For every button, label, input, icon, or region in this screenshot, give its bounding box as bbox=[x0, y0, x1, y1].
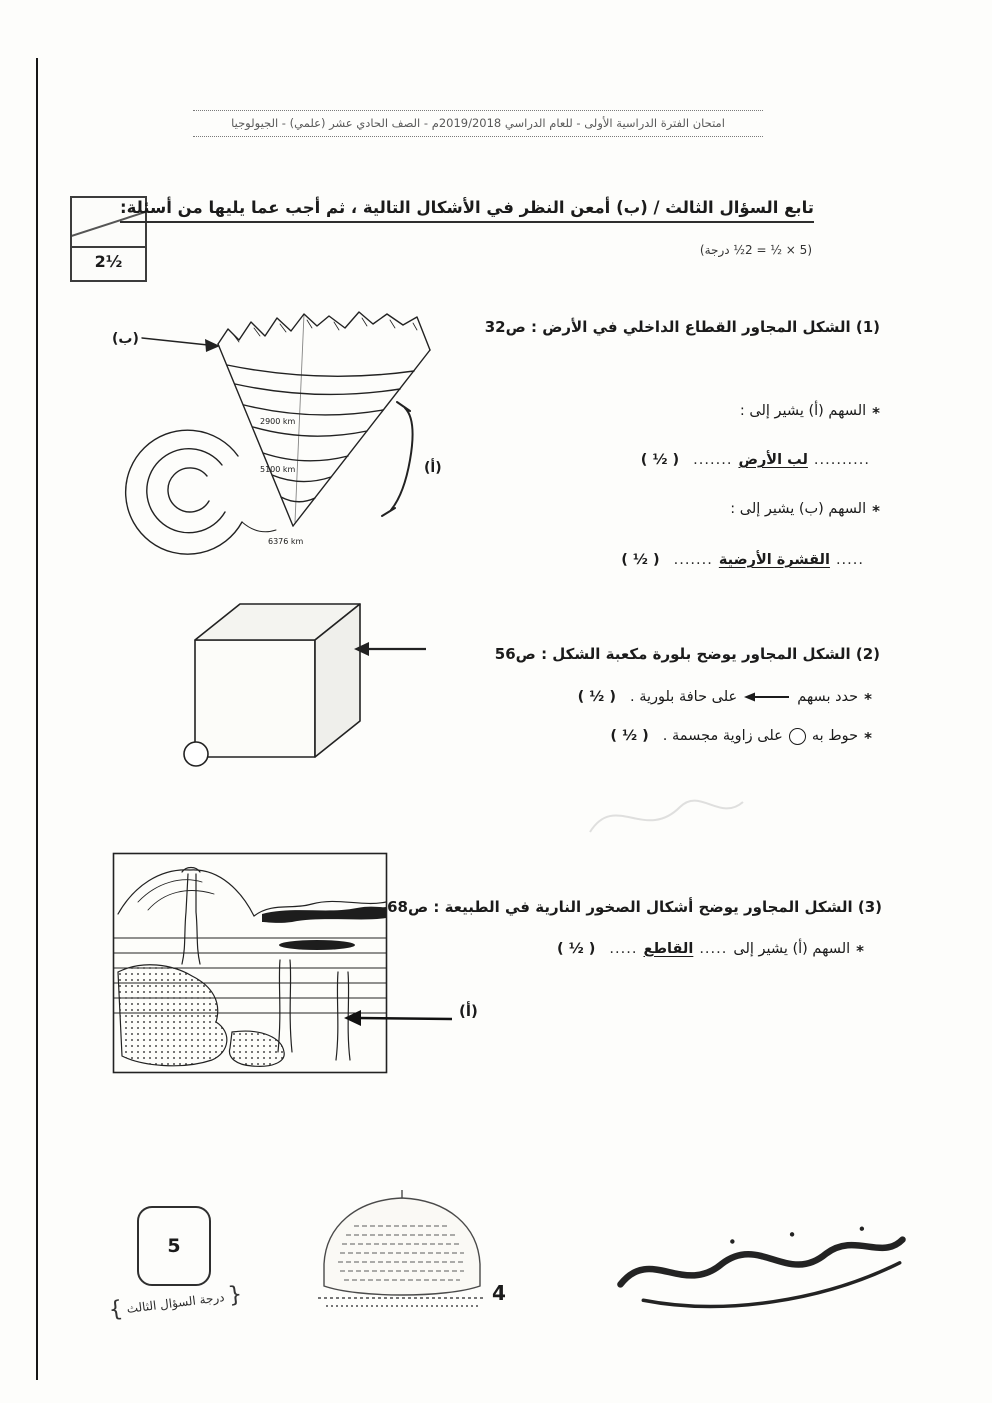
cube-crystal-diagram bbox=[178, 592, 434, 774]
q1-bullet2-text: السهم (ب) يشير إلى : bbox=[730, 501, 867, 517]
leader-dots: ..... bbox=[699, 941, 728, 957]
bullet-marker: * bbox=[872, 502, 880, 520]
corner-circle bbox=[184, 742, 208, 766]
earth-interior-diagram bbox=[108, 298, 460, 588]
final-score-box bbox=[137, 1206, 211, 1286]
q3-mark-1: ( ½ ) bbox=[557, 941, 596, 957]
q3-answer-1: القاطع bbox=[643, 941, 694, 957]
arrow-b-line bbox=[142, 338, 208, 345]
label-a: (أ) bbox=[424, 460, 442, 476]
q1-answer-line-1 bbox=[641, 452, 870, 468]
cube-front-face bbox=[195, 640, 315, 757]
q1-answer-line-2 bbox=[621, 552, 864, 568]
q1-bullet1-text: السهم (أ) يشير إلى : bbox=[739, 403, 867, 419]
sill bbox=[279, 940, 355, 950]
marks-note: (5 × ½ = 2½ درجة) bbox=[699, 243, 812, 257]
score-box-value: 2½ bbox=[94, 252, 123, 271]
brace-icon: } bbox=[107, 1296, 125, 1324]
bullet-marker: * bbox=[864, 729, 872, 747]
q3-heading: (3) الشكل المجاور يوضح أشكال الصخور النارية في الطبيعة : ص68 bbox=[387, 898, 882, 916]
pencil-scribble bbox=[585, 772, 750, 864]
brace-icon: { bbox=[226, 1281, 244, 1309]
q3-bullet-1 bbox=[557, 940, 864, 958]
q3-bullet1-pre: السهم (أ) يشير إلى bbox=[733, 941, 851, 957]
q2-mark-2: ( ½ ) bbox=[610, 728, 649, 744]
depth-label-5100: 5100 km bbox=[260, 465, 296, 474]
q1-mark-1: ( ½ ) bbox=[640, 452, 680, 468]
bracket-a bbox=[391, 408, 413, 510]
final-score-value: 5 bbox=[167, 1235, 181, 1257]
bullet-marker: * bbox=[872, 404, 880, 422]
leader-dots: ..... bbox=[609, 941, 638, 957]
surface-mountains bbox=[218, 312, 430, 350]
q1-bullet-1 bbox=[740, 402, 880, 420]
q2-mark-1: ( ½ ) bbox=[577, 689, 616, 705]
q2-bullet1-post: على حافة بلورية . bbox=[629, 689, 738, 705]
sample-circle-icon bbox=[789, 728, 806, 745]
arrow-b-head bbox=[205, 339, 220, 352]
sample-arrow-icon bbox=[743, 689, 791, 705]
depth-label-6376: 6376 km bbox=[268, 537, 304, 546]
igneous-rocks-diagram bbox=[112, 852, 388, 1074]
q3-arrow-label: (أ) bbox=[459, 1002, 478, 1020]
q1-answer-1: لب الأرض bbox=[738, 452, 808, 468]
scan-edge-line bbox=[36, 58, 38, 1380]
exam-header: امتحان الفترة الدراسية الأولى - للعام الدراسي 2019/2018م - الصف الحادي عشر (علمي) - الجيولوجيا bbox=[193, 110, 763, 137]
q1-heading: (1) الشكل المجاور القطاع الداخلي في الأرض : ص32 bbox=[484, 318, 880, 336]
section-title: تابع السؤال الثالث / (ب) أمعن النظر في الأشكال التالية ، ثم أجب عما يليها من أسئلة: bbox=[120, 198, 814, 223]
question-score-label bbox=[87, 1279, 264, 1325]
leader-dots: ..... bbox=[835, 552, 864, 568]
q2-bullet-2 bbox=[610, 727, 872, 745]
q1-mark-2: ( ½ ) bbox=[621, 552, 660, 568]
q2-bullet-1 bbox=[578, 688, 872, 706]
school-stamp bbox=[296, 1186, 508, 1314]
depth-label-2900: 2900 km bbox=[260, 417, 296, 426]
leader-dots: .......... bbox=[813, 452, 870, 468]
q1-bullet-2 bbox=[730, 500, 880, 518]
q2-bullet1-pre: حدد بسهم bbox=[797, 689, 859, 705]
page-number: 4 bbox=[492, 1281, 506, 1305]
q2-bullet2-post: على زاوية مجسمة . bbox=[662, 728, 783, 744]
wedge-left-edge bbox=[218, 344, 293, 526]
q1-answer-2: القشرة الأرضية bbox=[718, 552, 830, 568]
signature-calligraphy bbox=[610, 1214, 915, 1330]
bullet-marker: * bbox=[856, 942, 864, 960]
label-b: (ب) bbox=[112, 331, 139, 347]
leader-dots: ....... bbox=[693, 452, 733, 468]
q2-bullet2-pre: حوط به bbox=[811, 728, 859, 744]
bullet-marker: * bbox=[864, 690, 872, 708]
score-label-text: درجة السؤال الثالث bbox=[125, 1289, 226, 1316]
leader-dots: ....... bbox=[673, 552, 713, 568]
q2-heading: (2) الشكل المجاور يوضح بلورة مكعبة الشكل : ص56 bbox=[494, 645, 880, 663]
q3-arrow bbox=[340, 1002, 456, 1036]
